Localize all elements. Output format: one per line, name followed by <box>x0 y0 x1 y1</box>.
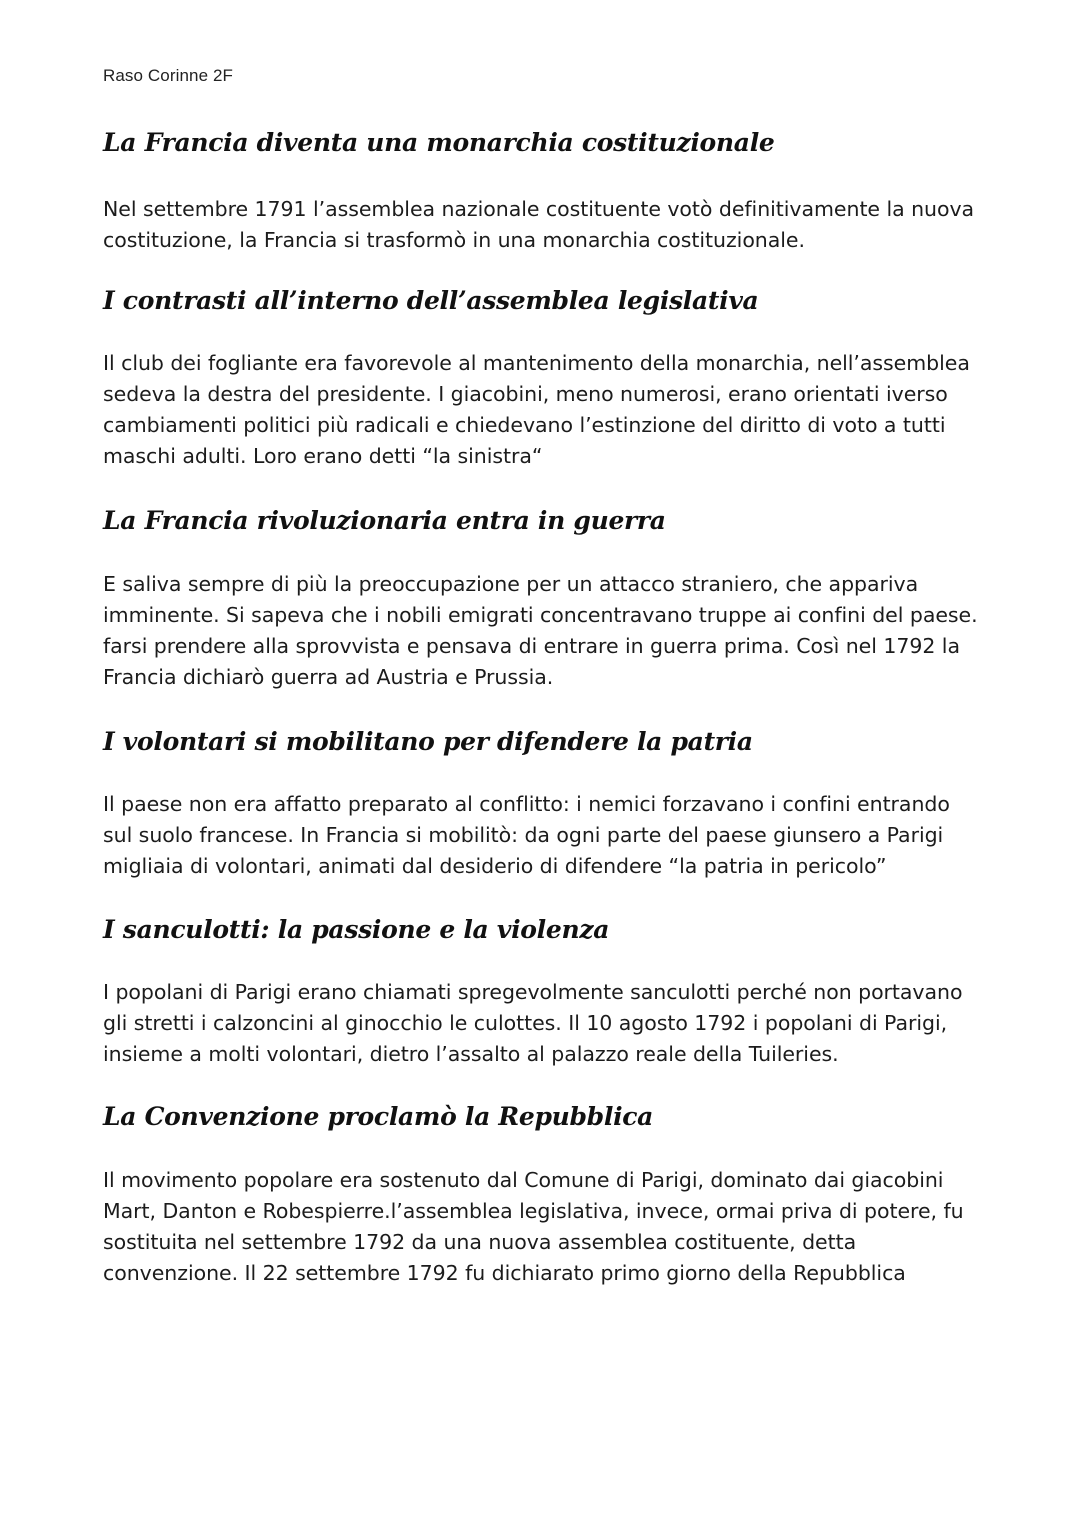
section-title-monarchia: La Francia diventa una monarchia costituzionale <box>103 128 775 157</box>
section-title-guerra: La Francia rivoluzionaria entra in guerra <box>103 506 666 535</box>
body-line: Nel settembre 1791 l’assemblea nazionale costituente votò definitivamente la nuova <box>103 197 975 221</box>
section-title-convenzione: La Convenzione proclamò la Repubblica <box>103 1102 654 1131</box>
body-line: convenzione. Il 22 settembre 1792 fu dichiarato primo giorno della Repubblica <box>103 1261 906 1285</box>
author-label: Raso Corinne 2F <box>103 66 234 85</box>
body-line: Mart, Danton e Robespierre.l’assemblea legislativa, invece, ormai priva di potere, fu <box>103 1199 964 1223</box>
body-line: Il movimento popolare era sostenuto dal Comune di Parigi, dominato dai giacobini <box>103 1168 944 1192</box>
body-line: cambiamenti politici più radicali e chiedevano l’estinzione del diritto di voto a tutti <box>103 413 946 437</box>
section-body-volontari <box>103 789 978 882</box>
body-line: sul suolo francese. In Francia si mobilitò: da ogni parte del paese giunsero a Parigi <box>103 823 944 847</box>
body-line: E saliva sempre di più la preoccupazione per un attacco straniero, che appariva <box>103 572 919 596</box>
body-line: farsi prendere alla sprovvista e pensava di entrare in guerra prima. Così nel 1792 la <box>103 634 960 658</box>
section-title-contrasti: I contrasti all’interno dell’assemblea legislativa <box>103 286 759 315</box>
body-line: Il club dei fogliante era favorevole al mantenimento della monarchia, nell’assemblea <box>103 351 970 375</box>
section-body-guerra <box>103 569 978 693</box>
body-line: gli stretti i calzoncini al ginocchio le culottes. Il 10 agosto 1792 i popolani di Parigi, <box>103 1011 948 1035</box>
body-line: imminente. Si sapeva che i nobili emigrati concentravano truppe ai confini del paese. <box>103 603 978 627</box>
body-line: maschi adulti. Loro erano detti “la sinistra“ <box>103 444 543 468</box>
section-title-volontari: I volontari si mobilitano per difendere la patria <box>103 727 753 756</box>
body-line: costituzione, la Francia si trasformò in una monarchia costituzionale. <box>103 228 805 252</box>
section-body-monarchia <box>103 194 978 256</box>
section-title-sanculotti: I sanculotti: la passione e la violenza <box>103 915 610 944</box>
body-line: Il paese non era affatto preparato al conflitto: i nemici forzavano i confini entrando <box>103 792 950 816</box>
body-line: sedeva la destra del presidente. I giacobini, meno numerosi, erano orientati iverso <box>103 382 948 406</box>
section-body-convenzione <box>103 1165 978 1289</box>
body-line: Francia dichiarò guerra ad Austria e Prussia. <box>103 665 554 689</box>
body-line: migliaia di volontari, animati dal desiderio di difendere “la patria in pericolo” <box>103 854 887 878</box>
section-body-contrasti <box>103 348 978 472</box>
body-line: insieme a molti volontari, dietro l’assalto al palazzo reale della Tuileries. <box>103 1042 839 1066</box>
body-line: I popolani di Parigi erano chiamati spregevolmente sanculotti perché non portavano <box>103 980 963 1004</box>
body-line: sostituita nel settembre 1792 da una nuova assemblea costituente, detta <box>103 1230 857 1254</box>
section-body-sanculotti <box>103 977 978 1070</box>
